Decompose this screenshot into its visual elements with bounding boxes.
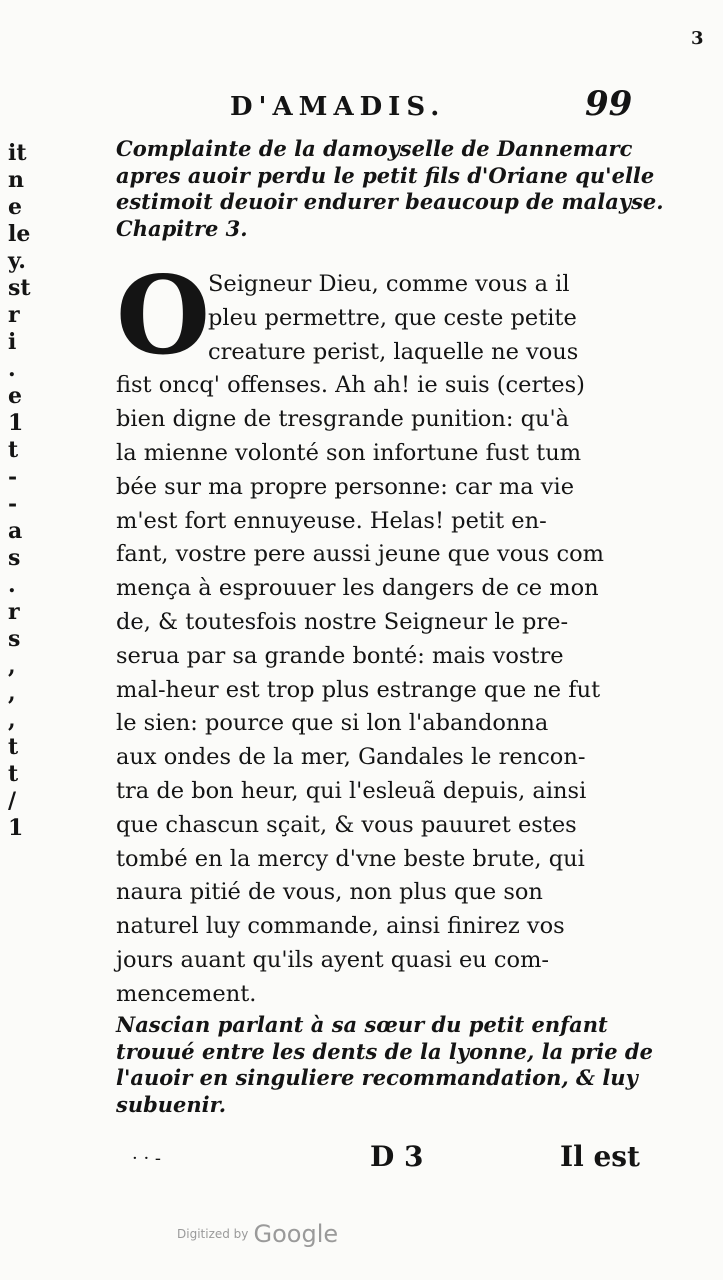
signature-mark: D 3 xyxy=(370,1140,424,1173)
margin-bleed-fragment: e xyxy=(8,194,22,220)
running-head: D'AMADIS. xyxy=(230,92,446,122)
body-line: m'est fort ennuyeuse. Helas! petit en- xyxy=(116,507,547,534)
digitization-watermark xyxy=(177,1220,338,1248)
margin-bleed-fragment: st xyxy=(8,275,31,301)
margin-bleed-fragment: - xyxy=(8,464,18,490)
margin-bleed-fragment: it xyxy=(8,140,27,166)
heading-line: apres auoir perdu le petit fils d'Oriane qu'elle xyxy=(116,162,655,188)
margin-bleed-fragment: t xyxy=(8,734,19,760)
margin-bleed-fragment: , xyxy=(8,653,16,679)
margin-bleed-fragment: e xyxy=(8,383,22,409)
heading-line: estimoit deuoir endurer beaucoup de malayse. xyxy=(116,189,664,214)
margin-bleed-fragment: . xyxy=(8,356,16,382)
body-line: tra de bon heur, qui l'esleuã depuis, ainsi xyxy=(116,777,587,804)
margin-bleed-fragment: . xyxy=(8,572,16,598)
body-line: bée sur ma propre personne: car ma vie xyxy=(116,473,575,500)
caption-line: trouué entre les dents de la lyonne, la prie de xyxy=(116,1038,653,1064)
margin-bleed-fragment: le xyxy=(8,221,31,247)
margin-bleed-fragment: t xyxy=(8,437,19,463)
margin-bleed-fragment: i xyxy=(8,329,17,355)
body-line: de, & toutesfois nostre Seigneur le pre- xyxy=(116,608,569,635)
watermark-prefix: Digitized by xyxy=(177,1227,249,1241)
heading-line: Complainte de la damoyselle de Dannemarc xyxy=(116,136,633,161)
margin-bleed-fragment: a xyxy=(8,518,23,544)
body-line: que chascun sçait, & vous pauuret estes xyxy=(116,811,577,838)
body-line: fant, vostre pere aussi jeune que vous com xyxy=(116,541,604,568)
page-top-mark: 3 xyxy=(691,28,704,49)
body-line: jours auant qu'ils ayent quasi eu com- xyxy=(116,946,550,973)
catchword: Il est xyxy=(560,1140,640,1173)
body-line: bien digne de tresgrande punition: qu'à xyxy=(116,406,570,433)
caption-line: l'auoir en singuliere recommandation, & luy xyxy=(116,1065,638,1090)
left-margin-bleed xyxy=(8,140,42,842)
body-line: serua par sa grande bonté: mais vostre xyxy=(116,642,564,669)
caption-line: Nascian parlant à sa sœur du petit enfant xyxy=(116,1012,608,1037)
body-line: la mienne volonté son infortune fust tum xyxy=(116,439,582,466)
margin-bleed-fragment: / xyxy=(8,788,17,814)
margin-bleed-fragment: t xyxy=(8,761,19,787)
body-line: Seigneur Dieu, comme vous a il xyxy=(208,271,570,297)
margin-bleed-fragment: 1 xyxy=(8,410,24,436)
margin-bleed-fragment: , xyxy=(8,707,16,733)
margin-bleed-fragment: r xyxy=(8,302,20,328)
heading-line: Chapitre 3. xyxy=(116,215,248,241)
folio: 99 xyxy=(585,84,633,124)
body-line: pleu permettre, que ceste petite xyxy=(208,304,577,331)
margin-bleed-fragment: 1 xyxy=(8,815,24,841)
margin-bleed-fragment: , xyxy=(8,680,16,706)
body-line: mal-heur est trop plus estrange que ne fut xyxy=(116,676,601,703)
body-line: fist oncq' offenses. Ah ah! ie suis (certes) xyxy=(116,372,585,399)
body-line: naturel luy commande, ainsi finirez vos xyxy=(116,913,565,940)
margin-bleed-fragment: s xyxy=(8,626,21,652)
next-chapter-caption xyxy=(116,1012,653,1118)
margin-bleed-fragment: y. xyxy=(8,248,26,274)
body-line: creature perist, laquelle ne vous xyxy=(208,338,579,365)
margin-bleed-fragment: r xyxy=(8,599,20,625)
body-line: mencement. xyxy=(116,980,257,1007)
drop-cap: O xyxy=(116,253,211,379)
body-line: naura pitié de vous, non plus que son xyxy=(116,879,543,906)
body-line: tombé en la mercy d'vne beste brute, qui xyxy=(116,845,585,872)
body-line: mença à esprouuer les dangers de ce mon xyxy=(116,575,599,602)
footer-dots: · · - xyxy=(132,1148,161,1169)
margin-bleed-fragment: s xyxy=(8,545,21,571)
google-logo: Google xyxy=(253,1220,339,1248)
body-text xyxy=(116,268,626,1012)
body-line: aux ondes de la mer, Gandales le rencon- xyxy=(116,744,586,771)
margin-bleed-fragment: n xyxy=(8,167,24,193)
caption-line: subuenir. xyxy=(116,1091,227,1117)
margin-bleed-fragment: - xyxy=(8,491,18,517)
body-line: le sien: pource que si lon l'abandonna xyxy=(116,710,549,737)
chapter-heading xyxy=(116,136,664,242)
